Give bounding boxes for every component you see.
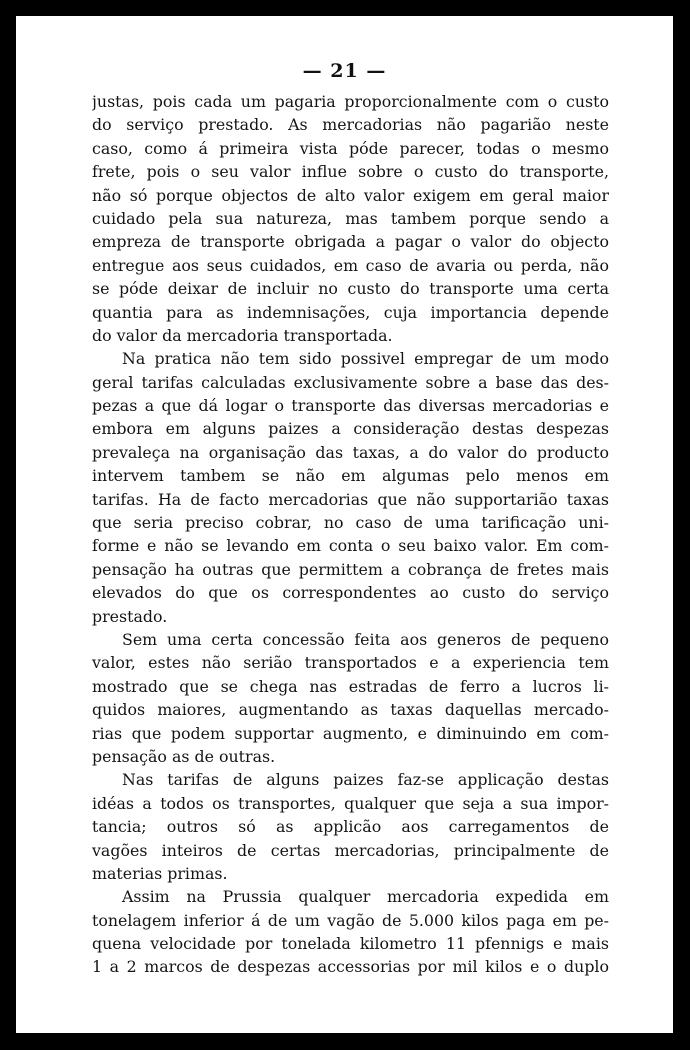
text-line: quidos maiores, augmentando as taxas daquellas mercado- <box>92 700 609 720</box>
text-line: empreza de transporte obrigada a pagar o valor do objecto <box>92 232 609 252</box>
text-line: que seria preciso cobrar, no caso de uma tarificação uni- <box>92 513 609 533</box>
text-line: justas, pois cada um pagaria proporcionalmente com o custo <box>92 92 609 111</box>
text-line: pensação ha outras que permittem a cobrança de fretes mais <box>92 559 609 579</box>
paragraph <box>92 628 609 768</box>
text-line: forme e não se levando em conta o seu baixo valor. Em com- <box>92 536 609 556</box>
text-line: do serviço prestado. As mercadorias não pagarião neste <box>92 115 609 135</box>
text-line: do valor da mercadoria transportada. <box>92 325 393 345</box>
page-number: — 21 — <box>302 60 387 82</box>
text-line: intervem tambem se não em algumas pelo menos em <box>92 466 609 486</box>
text-line: elevados do que os correspondentes ao custo do serviço <box>92 583 609 603</box>
text-line: embora em alguns paizes a consideração destas despezas <box>92 419 609 439</box>
text-line: tancia; outros só as applicão aos carregamentos de <box>92 817 609 837</box>
text-line: mostrado que se chega nas estradas de ferro a lucros li- <box>92 676 609 696</box>
text-line: quantia para as indemnisações, cuja importancia depende <box>92 302 609 322</box>
text-line: tarifas. Ha de facto mercadorias que não supportarião taxas <box>92 489 609 509</box>
text-line: cuidado pela sua natureza, mas tambem porque sendo a <box>92 208 609 228</box>
paragraph <box>92 885 609 979</box>
paragraph <box>92 768 609 885</box>
text-line: pensação as de outras. <box>92 746 276 766</box>
text-line: caso, como á primeira vista póde parecer, todas o mesmo <box>92 138 609 158</box>
text-line: Assim na Prussia qualquer mercadoria expedida em <box>122 887 609 907</box>
text-line: Nas tarifas de alguns paizes faz-se applicação destas <box>122 770 609 790</box>
text-line: materias primas. <box>92 863 228 883</box>
text-line: quena velocidade por tonelada kilometro 11 pfennigs e mais <box>92 934 609 954</box>
text-line: idéas a todos os transportes, qualquer que seja a sua impor- <box>92 793 609 813</box>
text-line: Na pratica não tem sido possivel empregar de um modo <box>122 349 609 369</box>
text-line: vagões inteiros de certas mercadorias, principalmente de <box>92 840 609 860</box>
text-line: geral tarifas calculadas exclusivamente sobre a base das des- <box>92 372 609 392</box>
text-line: tonelagem inferior á de um vagão de 5.000 kilos paga em pe- <box>92 910 609 930</box>
text-line: prestado. <box>92 606 168 626</box>
text-line: pezas a que dá logar o transporte das diversas mercadorias e <box>92 396 609 416</box>
text-line: não só porque objectos de alto valor exigem em geral maior <box>92 185 609 205</box>
paragraph <box>92 90 609 347</box>
text-line: entregue aos seus cuidados, em caso de avaria ou perda, não <box>92 255 609 275</box>
text-line: 1 a 2 marcos de despezas accessorias por mil kilos e o duplo <box>92 957 609 977</box>
paragraph <box>92 347 609 628</box>
text-line: se póde deixar de incluir no custo do transporte uma certa <box>92 279 609 299</box>
book-page <box>16 16 673 1033</box>
text-line: valor, estes não serião transportados e a experiencia tem <box>92 653 609 673</box>
text-line: rias que podem supportar augmento, e diminuindo em com- <box>92 723 609 743</box>
text-line: prevaleça na organisação das taxas, a do valor do producto <box>92 442 609 462</box>
text-line: frete, pois o seu valor influe sobre o custo do transporte, <box>92 162 609 182</box>
text-line: Sem uma certa concessão feita aos generos de pequeno <box>122 629 609 649</box>
body-text <box>92 90 609 979</box>
